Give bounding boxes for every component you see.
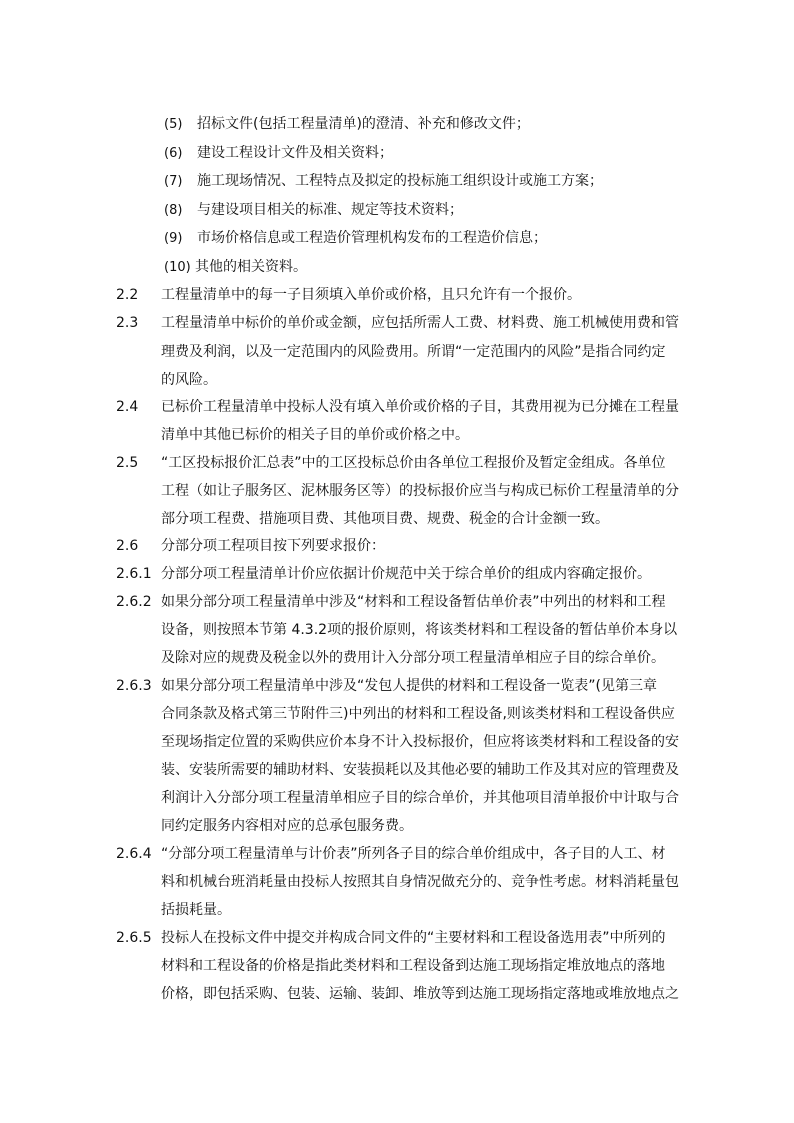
clause-line: 材料和工程设备的价格是指此类材料和工程设备到达施工现场指定堆放地点的落地	[161, 958, 665, 974]
clause-line: 及除对应的规费及税金以外的费用计入分部分项工程量清单相应子目的综合单价。	[161, 650, 665, 666]
list-item-number: (10)	[164, 260, 191, 275]
clause-line: 工程（如让子服务区、泥林服务区等）的投标报价应当与构成已标价工程量清单的分	[161, 483, 679, 499]
clause-line: 同约定服务内容相对应的总承包服务费。	[161, 818, 413, 834]
list-item-number: (9)	[164, 231, 183, 246]
list-item-text: 施工现场情况、工程特点及拟定的投标施工组织设计或施工方案；	[197, 173, 603, 189]
list-item-text: 建设工程设计文件及相关资料；	[197, 145, 393, 161]
clause-line: “工区投标报价汇总表”中的工区投标总价由各单位工程报价及暂定金组成。各单位	[161, 455, 666, 471]
clause-number: 2.5	[116, 455, 139, 471]
clause-line: 清单中其他已标价的相关子目的单价或价格之中。	[161, 427, 469, 443]
list-item-number: (7)	[164, 174, 183, 189]
clause-line: 工程量清单中的每一子目须填入单价或价格，且只允许有一个报价。	[161, 287, 581, 303]
clause-line: 括损耗量。	[161, 902, 231, 918]
clause-line: 价格，即包括采购、包装、运输、装卸、堆放等到达施工现场指定落地或堆放地点之	[161, 986, 679, 1002]
clause-number: 2.6.2	[116, 594, 152, 610]
list-item-text: 招标文件(包括工程量清单)的澄清、补充和修改文件；	[197, 116, 530, 132]
list-item-text: 其他的相关资料。	[195, 259, 307, 275]
clause-number: 2.6.4	[116, 846, 152, 862]
clause-line: 分部分项工程项目按下列要求报价：	[161, 538, 385, 554]
clause-line: 工程量清单中标价的单价或金额，应包括所需人工费、材料费、施工机械使用费和管	[161, 315, 679, 331]
clause-line: 料和机械台班消耗量由投标人按照其自身情况做充分的、竞争性考虑。材料消耗量包	[161, 874, 679, 890]
list-item-number: (8)	[164, 203, 183, 218]
clause-line: 如果分部分项工程量清单中涉及“发包人提供的材料和工程设备一览表”(见第三章	[161, 678, 657, 694]
clause-line: 利润计入分部分项工程量清单相应子目的综合单价，并其他项目清单报价中计取与合	[161, 790, 679, 806]
clause-number: 2.3	[116, 315, 139, 331]
clause-line: 合同条款及格式第三节附件三)中列出的材料和工程设备,则该类材料和工程设备供应	[161, 706, 675, 722]
list-item-text: 市场价格信息或工程造价管理机构发布的工程造价信息；	[197, 230, 547, 246]
clause-line: 投标人在投标文件中提交并构成合同文件的“主要材料和工程设备选用表”中所列的	[161, 930, 666, 946]
list-item-number: (5)	[164, 117, 183, 132]
clause-number: 2.6.3	[116, 678, 152, 694]
clause-line: 的风险。	[161, 372, 217, 388]
list-item-number: (6)	[164, 146, 183, 161]
clause-number: 2.4	[116, 399, 139, 415]
clause-line: 设备，则按照本节第 4.3.2项的报价原则，将该类材料和工程设备的暂估单价本身以	[161, 622, 678, 638]
clause-line: 分部分项工程量清单计价应依据计价规范中关于综合单价的组成内容确定报价。	[161, 566, 651, 582]
clause-line: “分部分项工程量清单与计价表”所列各子目的综合单价组成中，各子目的人工、材	[161, 846, 666, 862]
clause-line: 理费及利润，以及一定范围内的风险费用。所谓“一定范围内的风险”是指合同约定	[161, 344, 666, 360]
clause-line: 部分项工程费、措施项目费、其他项目费、规费、税金的合计金额一致。	[161, 511, 609, 527]
clause-line: 至现场指定位置的采购供应价本身不计入投标报价，但应将该类材料和工程设备的安	[161, 734, 679, 750]
clause-number: 2.6.5	[116, 930, 152, 946]
list-item-text: 与建设项目相关的标准、规定等技术资料；	[197, 202, 463, 218]
clause-line: 已标价工程量清单中投标人没有填入单价或价格的子目，其费用视为已分摊在工程量	[161, 399, 679, 415]
clause-number: 2.2	[116, 287, 139, 303]
clause-line: 装、安装所需要的辅助材料、安装损耗以及其他必要的辅助工作及其对应的管理费及	[161, 762, 679, 778]
clause-line: 如果分部分项工程量清单中涉及“材料和工程设备暂估单价表”中列出的材料和工程	[161, 594, 666, 610]
clause-number: 2.6	[116, 538, 139, 554]
clause-number: 2.6.1	[116, 566, 152, 582]
